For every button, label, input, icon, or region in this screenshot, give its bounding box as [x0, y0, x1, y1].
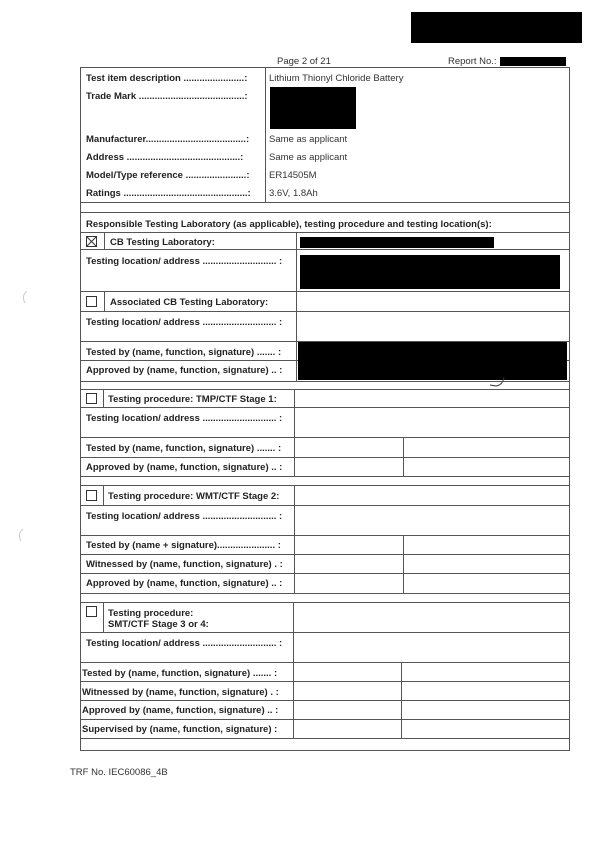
scan-mark-top: [18, 290, 30, 304]
wmt-tested-by-label: Tested by (name + signature)...................... :: [86, 540, 281, 551]
lab-tested-by-label: Tested by (name, function, signature) ....... :: [86, 347, 282, 358]
trf-number: TRF No. IEC60086_4B: [70, 767, 168, 778]
redacted-trade-mark: [270, 87, 356, 129]
wmt-approved-by-label: Approved by (name, function, signature) .. :: [86, 578, 283, 589]
smt-tested-by-label: Tested by (name, function, signature) ....... :: [82, 668, 278, 679]
redacted-lab-signatures: [298, 342, 567, 380]
model-value: ER14505M: [269, 170, 317, 181]
smt-title-line1: Testing procedure:: [108, 608, 194, 619]
cb-lab-label: CB Testing Laboratory:: [110, 237, 215, 248]
address-label: Address ...........................................:: [86, 152, 244, 163]
smt-testing-location-label: Testing location/ address ............................ :: [86, 638, 283, 649]
tmp-checkbox[interactable]: [86, 393, 97, 404]
trade-mark-label: Trade Mark ........................................:: [86, 91, 248, 102]
test-item-value: Lithium Thionyl Chloride Battery: [269, 73, 404, 84]
tmp-title: Testing procedure: TMP/CTF Stage 1:: [108, 394, 277, 405]
tmp-testing-location-label: Testing location/ address ............................ :: [86, 413, 283, 424]
cb-testing-location-label: Testing location/ address ............................ :: [86, 256, 283, 267]
model-label: Model/Type reference .......................:: [86, 170, 250, 181]
cb-lab-checkbox[interactable]: [86, 236, 97, 247]
smt-checkbox[interactable]: [86, 606, 97, 617]
scan-mark-bottom: [14, 528, 26, 542]
smt-supervised-by-label: Supervised by (name, function, signature) :: [82, 724, 278, 735]
redacted-cb-lab: [300, 237, 494, 248]
redacted-header-block: [411, 12, 582, 43]
redacted-report-number: [500, 57, 566, 66]
address-value: Same as applicant: [269, 152, 348, 163]
manufacturer-label: Manufacturer......................................:: [86, 134, 250, 145]
lab-section-title: Responsible Testing Laboratory (as applicable), testing procedure and testing location(s):: [86, 219, 492, 230]
tmp-tested-by-label: Tested by (name, function, signature) ....... :: [86, 443, 282, 454]
test-item-label: Test item description .......................:: [86, 73, 248, 84]
associated-lab-checkbox[interactable]: [86, 296, 97, 307]
manufacturer-value: Same as applicant: [269, 134, 348, 145]
lab-approved-by-label: Approved by (name, function, signature) .. :: [86, 365, 283, 376]
smt-title-line2: SMT/CTF Stage 3 or 4:: [108, 619, 209, 630]
wmt-witnessed-by-label: Witnessed by (name, function, signature) . :: [86, 559, 283, 570]
wmt-title: Testing procedure: WMT/CTF Stage 2:: [108, 491, 280, 502]
smt-approved-by-label: Approved by (name, function, signature) .. :: [82, 705, 279, 716]
associated-testing-location-label: Testing location/ address ............................ :: [86, 317, 283, 328]
ratings-value: 3.6V, 1.8Ah: [269, 188, 318, 199]
smt-witnessed-by-label: Witnessed by (name, function, signature) . :: [82, 687, 279, 698]
redacted-cb-address: [300, 255, 560, 289]
signature-mark: [488, 376, 508, 390]
ratings-label: Ratings ...............................................:: [86, 188, 251, 199]
page-number: Page 2 of 21: [277, 56, 331, 67]
wmt-testing-location-label: Testing location/ address ............................ :: [86, 511, 283, 522]
wmt-checkbox[interactable]: [86, 490, 97, 501]
report-number-label: Report No.:: [448, 56, 497, 67]
associated-lab-label: Associated CB Testing Laboratory:: [110, 297, 269, 308]
tmp-approved-by-label: Approved by (name, function, signature) .. :: [86, 462, 283, 473]
